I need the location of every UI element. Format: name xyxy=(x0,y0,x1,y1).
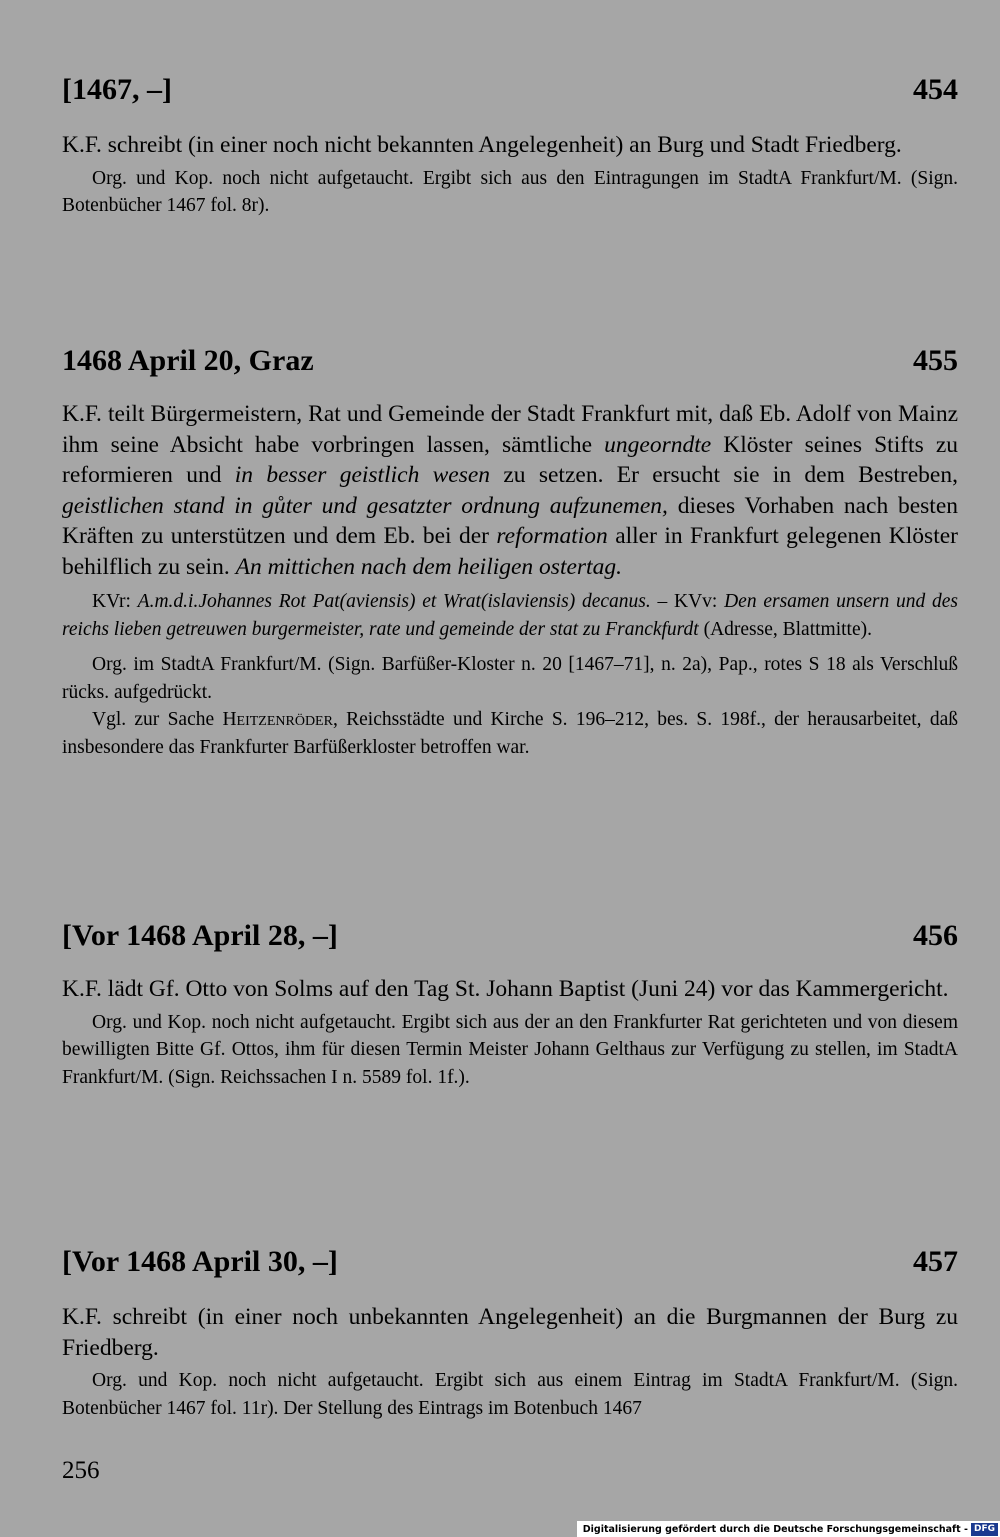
summary-text: Klöster seines Stifts zu reformieren und xyxy=(62,431,959,488)
entry-457 xyxy=(62,1244,958,1422)
entry-date: 1468 April 20, Graz xyxy=(62,344,314,377)
entry-number: 455 xyxy=(913,344,958,377)
note-text: Vgl. zur Sache xyxy=(92,709,223,730)
reference-note xyxy=(62,706,958,761)
entry-455 xyxy=(62,343,958,761)
entry-summary: K.F. lädt Gf. Otto von Solms auf den Tag St. Johann Baptist (Juni 24) vor das Kammergericht. xyxy=(62,976,949,1002)
entry-heading xyxy=(62,72,958,108)
funding-footer xyxy=(577,1521,1000,1537)
entry-summary xyxy=(62,399,958,582)
document-page xyxy=(62,0,958,1537)
entry-source-note: Org. und Kop. noch nicht aufgetaucht. Ergibt sich aus den Eintragungen im StadtA Frankfurt/M. (Sign. Botenbücher 1467 fol. 8r). xyxy=(62,167,958,216)
entry-454 xyxy=(62,72,958,220)
dfg-logo: DFG xyxy=(971,1523,998,1536)
entry-date: [1467, –] xyxy=(62,73,172,106)
entry-heading xyxy=(62,343,958,379)
note-quote: Den ersamen unsern und des reichs lieben getreuwen burgermeister, rate und gemeinde der stat zu Franckfurdt xyxy=(62,591,958,640)
entry-456 xyxy=(62,918,958,1091)
entry-summary: K.F. schreibt (in einer noch nicht bekannten Angelegenheit) an Burg und Stadt Friedberg. xyxy=(62,132,902,158)
entry-date: [Vor 1468 April 30, –] xyxy=(62,1245,338,1278)
note-text: – KVv: xyxy=(650,591,725,612)
summary-text: aller in Frankfurt gelegenen Klöster behilflich zu sein. xyxy=(62,523,958,580)
summary-quote: reformation xyxy=(496,523,608,549)
entry-summary: K.F. schreibt (in einer noch unbekannten Angelegenheit) an die Burgmannen der Burg zu Friedberg. xyxy=(62,1304,958,1361)
entry-source-note: Org. und Kop. noch nicht aufgetaucht. Ergibt sich aus der an den Frankfurter Rat gerichteten und von diesem bewilligten Bitte Gf. Ottos, ihm für diesen Termin Meister Johann Gelthaus zur Verfügung zu stellen, im StadtA Frankfurt/M. (Sign. Reichssachen I n. 5589 fol. 1f.). xyxy=(62,1011,958,1088)
summary-quote: An mittichen nach dem heiligen ostertag. xyxy=(235,553,622,580)
note-text: (Adresse, Blattmitte). xyxy=(698,618,872,640)
summary-text: zu setzen. Er ersucht sie in dem Bestreben, xyxy=(490,462,958,488)
author-name: Heitzenröder xyxy=(222,709,333,730)
entry-number: 454 xyxy=(913,73,958,106)
page-number: 256 xyxy=(62,1457,100,1484)
note-text: KVr: xyxy=(92,591,138,612)
entry-date: [Vor 1468 April 28, –] xyxy=(62,919,338,952)
endorsement-note xyxy=(62,588,958,643)
entry-source-note: Org. und Kop. noch nicht aufgetaucht. Ergibt sich aus einem Eintrag im StadtA Frankfurt/M. (Sign. Botenbücher 1467 fol. 11r). Der Stellung des Eintrags im Botenbuch 1467 xyxy=(62,1370,958,1419)
entry-number: 457 xyxy=(913,1245,958,1278)
note-text: , Reichsstädte und Kirche S. 196–212, bes. S. 198f., der herausarbeitet, daß insbesondere das Frankfurter Barfüßerkloster betroffen war. xyxy=(62,709,958,758)
summary-quote: in besser geistlich wesen xyxy=(234,462,491,488)
summary-text: K.F. teilt Bürgermeistern, Rat und Gemeinde der Stadt Frankfurt mit, daß Eb. Adolf von Mainz ihm seine Absicht habe vorbringen lassen, sämtliche xyxy=(62,401,958,458)
summary-text: dieses Vorhaben nach besten Kräften zu unterstützen und dem Eb. bei der xyxy=(62,492,959,549)
entry-heading xyxy=(62,1244,958,1280)
entry-heading xyxy=(62,918,958,954)
entry-source-note: Org. im StadtA Frankfurt/M. (Sign. Barfüßer-Kloster n. 20 [1467–71], n. 2a), Pap., rotes S 18 als Verschluß rücks. aufgedrückt. xyxy=(62,654,958,703)
summary-quote: ungeorndte xyxy=(604,431,712,458)
entry-number: 456 xyxy=(913,919,958,952)
note-quote: A.m.d.i.Johannes Rot Pat(aviensis) et Wrat(islaviensis) decanus. xyxy=(137,591,651,612)
summary-quote: geistlichen stand in gůter und gesatzter ordnung aufzunemen, xyxy=(62,492,668,519)
footer-text: Digitalisierung gefördert durch die Deutsche Forschungsgemeinschaft - xyxy=(582,1523,968,1535)
